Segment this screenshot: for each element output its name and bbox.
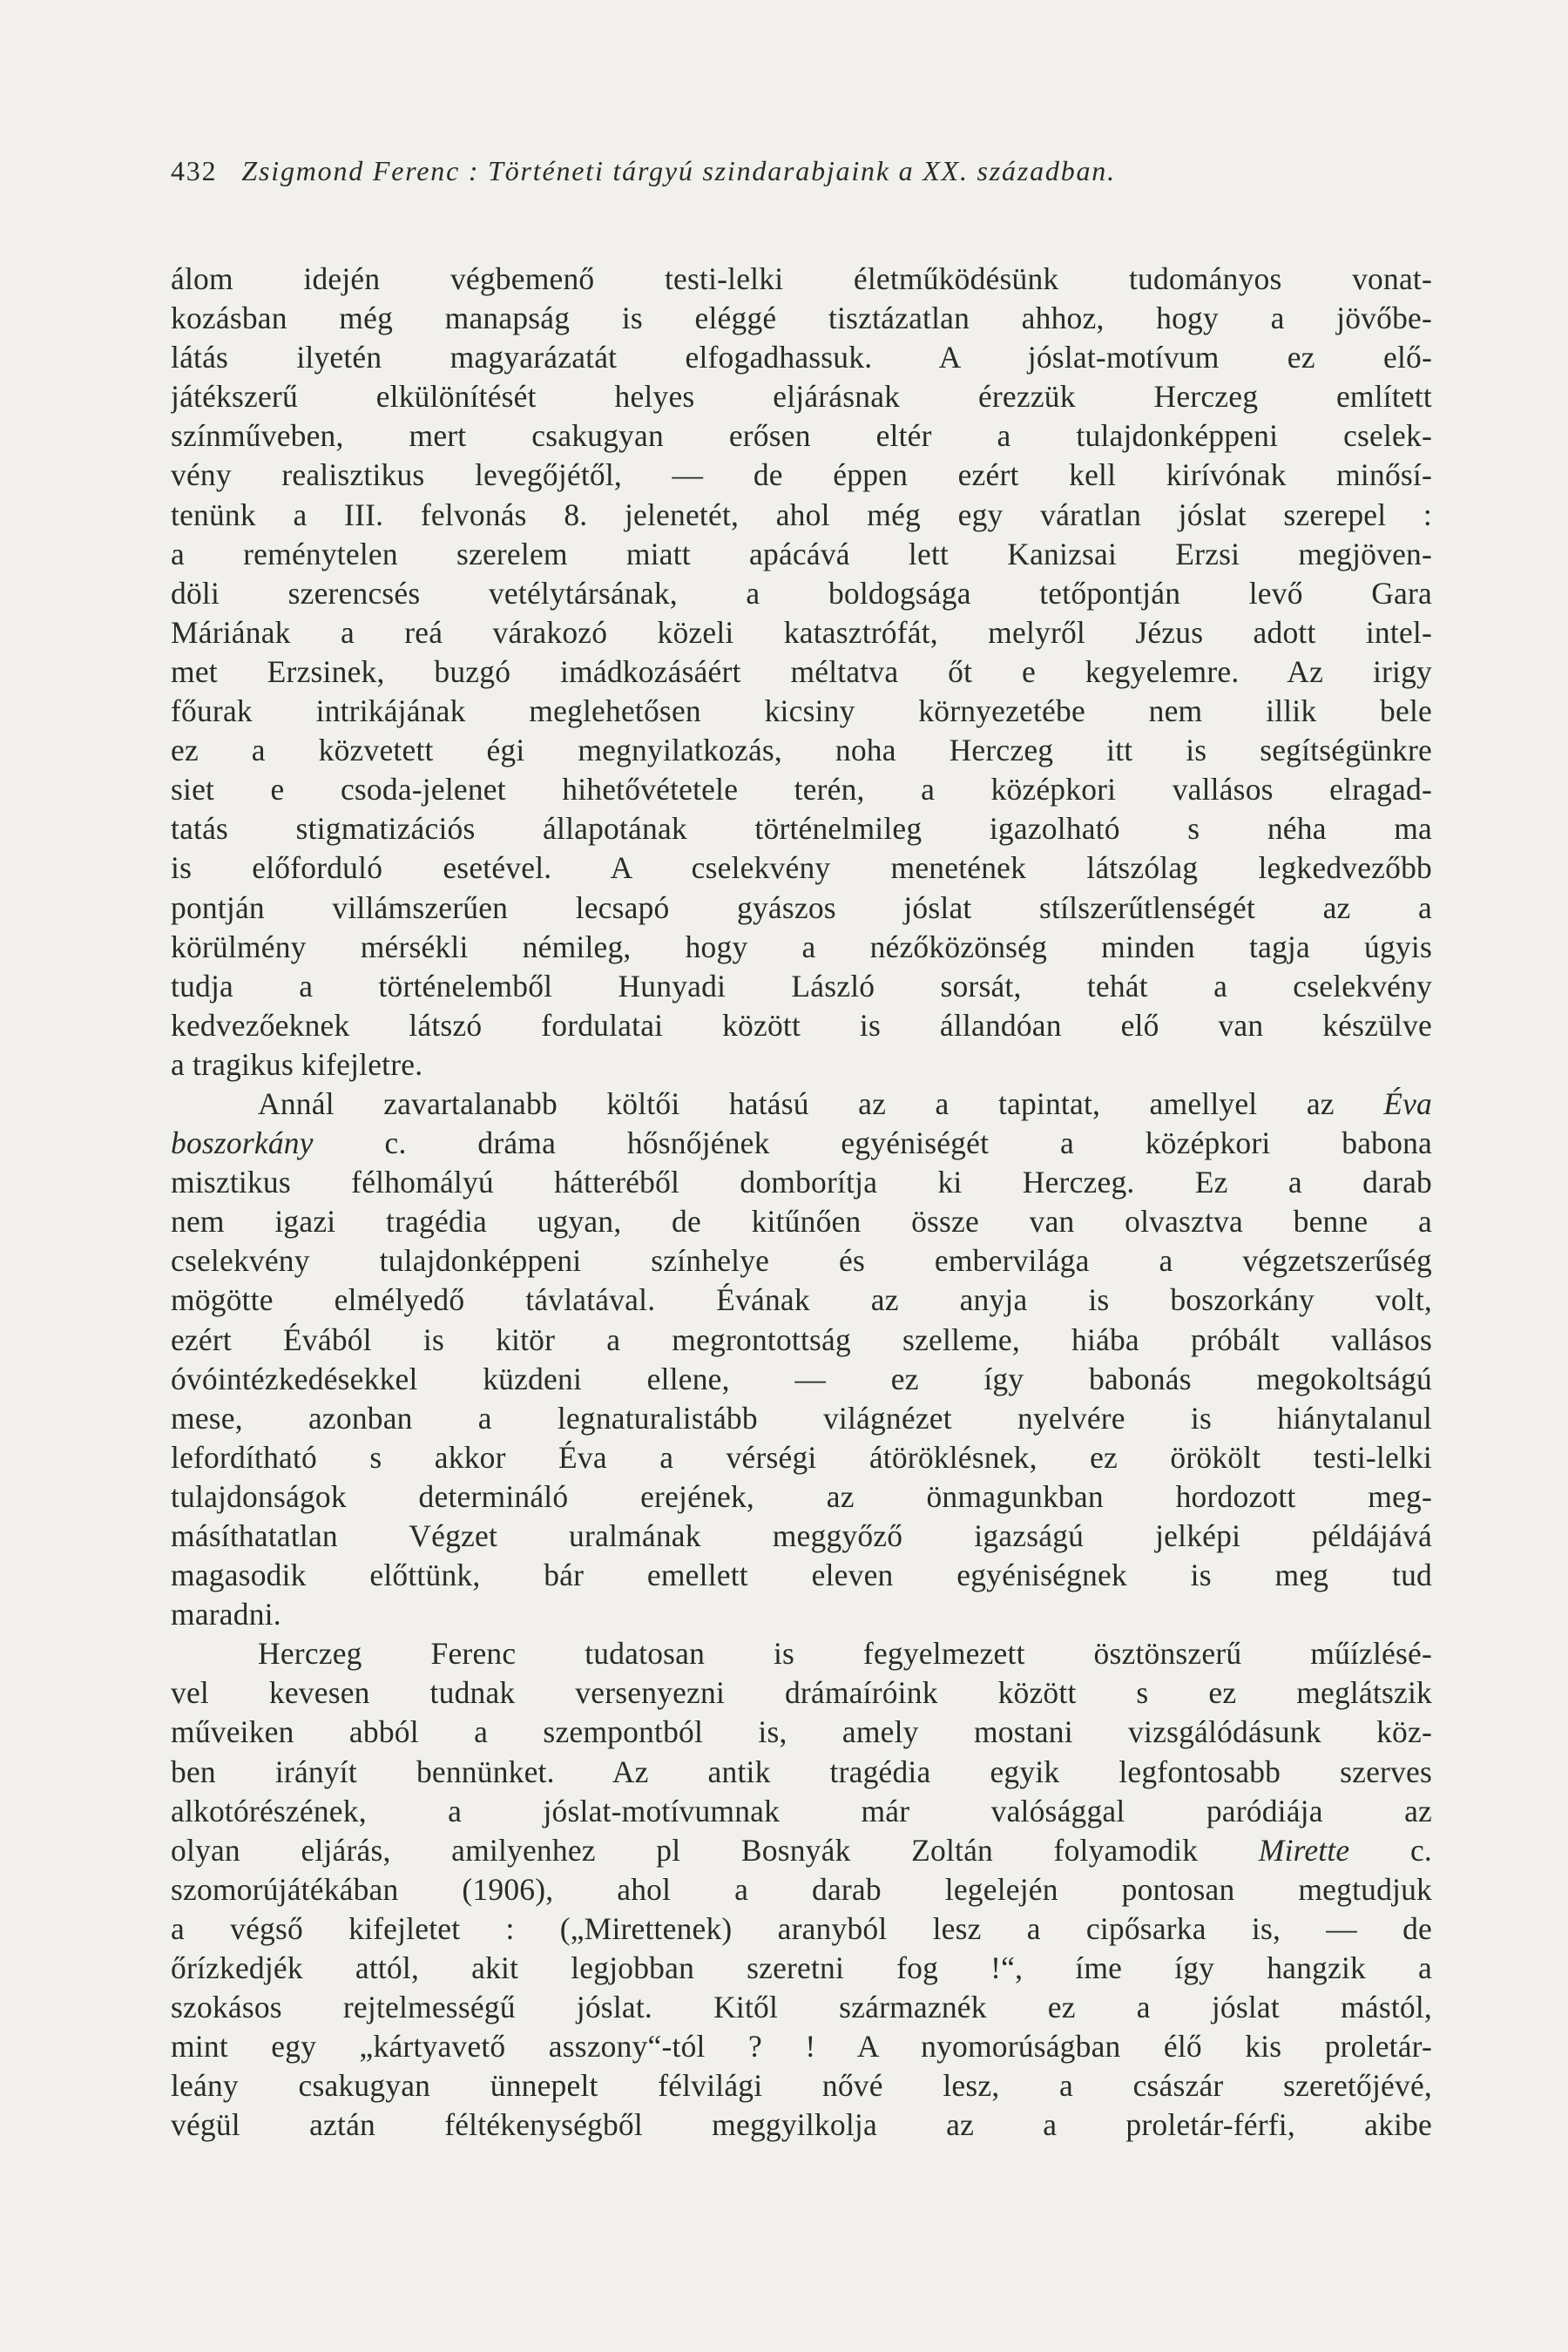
text-line: a reménytelen szerelem miatt apácává lett Kanizsai Erzsi megjöven- bbox=[171, 536, 1432, 571]
text-line: tenünk a III. felvonás 8. jelenetét, ahol még egy váratlan jóslat szerepel : bbox=[171, 497, 1432, 532]
text-fragment: c. dráma hősnőjének egyéniségét a középkori babona bbox=[384, 1125, 1432, 1161]
text-line: Herczeg Ferenc tudatosan is fegyelmezett ösztönszerű műízlésé- bbox=[258, 1636, 1432, 1672]
text-line: nem igazi tragédia ugyan, de kitűnően össze van olvasztva benne a bbox=[171, 1204, 1432, 1240]
text-line: másíthatatlan Végzet uralmának meggyőző igazságú jelképi példájává bbox=[171, 1518, 1432, 1553]
text-line: döli szerencsés vetélytársának, a boldogsága tetőpontján levő Gara bbox=[171, 575, 1432, 611]
play-title-boszorkany: boszorkány bbox=[171, 1125, 314, 1161]
text-line: cselekvény tulajdonképpeni színhelye és embervilága a végzetszerűség bbox=[171, 1243, 1432, 1279]
text-line: maradni. bbox=[171, 1597, 281, 1632]
text-line: magasodik előttünk, bár emellett eleven egyéniségnek is meg tud bbox=[171, 1558, 1432, 1593]
text-line: tudja a történelemből Hunyadi László sorsát, tehát a cselekvény bbox=[171, 968, 1432, 1004]
text-line: ben irányít bennünket. Az antik tragédia egyik legfontosabb szerves bbox=[171, 1754, 1432, 1789]
text-line: vel kevesen tudnak versenyezni drámaíróink között s ez meglátszik bbox=[171, 1675, 1432, 1711]
page-number: 432 bbox=[171, 155, 218, 186]
text-line: őrízkedjék attól, akit legjobban szeretni fog !“, íme így hangzik a bbox=[171, 1950, 1432, 1986]
text-line: szomorújátékában (1906), ahol a darab legelején pontosan megtudjuk bbox=[171, 1871, 1432, 1907]
text-line: mint egy „kártyavető asszony“-tól ? ! A nyomorúságban élő kis proletár- bbox=[171, 2029, 1432, 2065]
text-line: kozásban még manapság is eléggé tisztázatlan ahhoz, hogy a jövőbe- bbox=[171, 301, 1432, 336]
text-line-with-title bbox=[171, 1124, 1432, 1163]
text-line: körülmény mérsékli némileg, hogy a nézőközönség minden tagja úgyis bbox=[171, 929, 1432, 964]
text-line: pontján villámszerűen lecsapó gyászos jóslat stílszerűtlenségét az a bbox=[171, 889, 1432, 925]
text-line: lefordítható s akkor Éva a vérségi átöröklésnek, ez örökölt testi-lelki bbox=[171, 1439, 1432, 1475]
text-line: álom idején végbemenő testi-lelki életműködésünk tudományos vonat- bbox=[171, 261, 1432, 296]
text-line: tulajdonságok determináló erejének, az önmagunkban hordozott meg- bbox=[171, 1478, 1432, 1514]
text-line: is előforduló esetével. A cselekvény menetének látszólag legkedvezőbb bbox=[171, 850, 1432, 886]
text-line: óvóintézkedésekkel küzdeni ellene, — ez így babonás megokoltságú bbox=[171, 1361, 1432, 1396]
text-fragment: c. bbox=[1409, 1832, 1432, 1868]
running-head bbox=[171, 155, 1443, 187]
text-line: szokásos rejtelmességű jóslat. Kitől származnék ez a jóslat mástól, bbox=[171, 1990, 1432, 2025]
text-line: Máriának a reá várakozó közeli katasztrófát, melyről Jézus adott intel- bbox=[171, 614, 1432, 650]
text-line: misztikus félhomályú hátteréből domborítja ki Herczeg. Ez a darab bbox=[171, 1165, 1432, 1200]
text-line: tatás stigmatizációs állapotának történelmileg igazolható s néha ma bbox=[171, 811, 1432, 847]
text-line: a tragikus kifejletre. bbox=[171, 1046, 423, 1082]
text-fragment: Annál zavartalanabb költői hatású az a tapintat, amellyel az bbox=[258, 1085, 1335, 1121]
text-line: a végső kifejletet : („Mirettenek) aranyból lesz a cipősarka is, — de bbox=[171, 1910, 1432, 1946]
text-line: met Erzsinek, buzgó imádkozásáért méltatva őt e kegyelemre. Az irigy bbox=[171, 653, 1432, 689]
text-line: alkotórészének, a jóslat-motívumnak már valósággal paródiája az bbox=[171, 1793, 1432, 1828]
play-title-eva: Éva bbox=[1383, 1085, 1432, 1121]
running-title: Zsigmond Ferenc : Történeti tárgyú szindarabjaink a XX. században. bbox=[241, 155, 1116, 186]
text-line: mese, azonban a legnaturalistább világnézet nyelvére is hiánytalanul bbox=[171, 1400, 1432, 1436]
text-line: színműveben, mert csakugyan erősen eltér a tulajdonképpeni cselek- bbox=[171, 418, 1432, 454]
text-line: vény realisztikus levegőjétől, — de éppen ezért kell kirívónak minősí- bbox=[171, 457, 1432, 493]
text-line-with-title bbox=[171, 1085, 1432, 1124]
text-line: mögötte elmélyedő távlatával. Évának az anyja is boszorkány volt, bbox=[171, 1282, 1432, 1318]
text-line: főurak intrikájának meglehetősen kicsiny környezetébe nem illik bele bbox=[171, 693, 1432, 729]
text-line: ezért Évából is kitör a megrontottság szelleme, hiába próbált vallásos bbox=[171, 1321, 1432, 1357]
text-line-with-title bbox=[171, 1831, 1432, 1870]
text-line: végül aztán féltékenységből meggyilkolja az a proletár-férfi, akibe bbox=[171, 2107, 1432, 2143]
text-line: kedvezőeknek látszó fordulatai között is állandóan elő van készülve bbox=[171, 1007, 1432, 1043]
text-line: siet e csoda-jelenet hihetővétetele terén, a középkori vallásos elragad- bbox=[171, 772, 1432, 808]
text-line: leány csakugyan ünnepelt félvilági nővé lesz, a császár szeretőjévé, bbox=[171, 2068, 1432, 2104]
text-line: játékszerű elkülönítését helyes eljárásnak érezzük Herczeg említett bbox=[171, 379, 1432, 415]
play-title-mirette: Mirette bbox=[1258, 1832, 1350, 1868]
text-line: műveiken abból a szempontból is, amely mostani vizsgálódásunk köz- bbox=[171, 1714, 1432, 1750]
body-text bbox=[171, 260, 1432, 2146]
text-fragment: olyan eljárás, amilyenhez pl Bosnyák Zoltán folyamodik bbox=[171, 1832, 1199, 1868]
text-line: látás ilyetén magyarázatát elfogadhassuk. A jóslat-motívum ez elő- bbox=[171, 340, 1432, 375]
text-line: ez a közvetett égi megnyilatkozás, noha Herczeg itt is segítségünkre bbox=[171, 733, 1432, 768]
